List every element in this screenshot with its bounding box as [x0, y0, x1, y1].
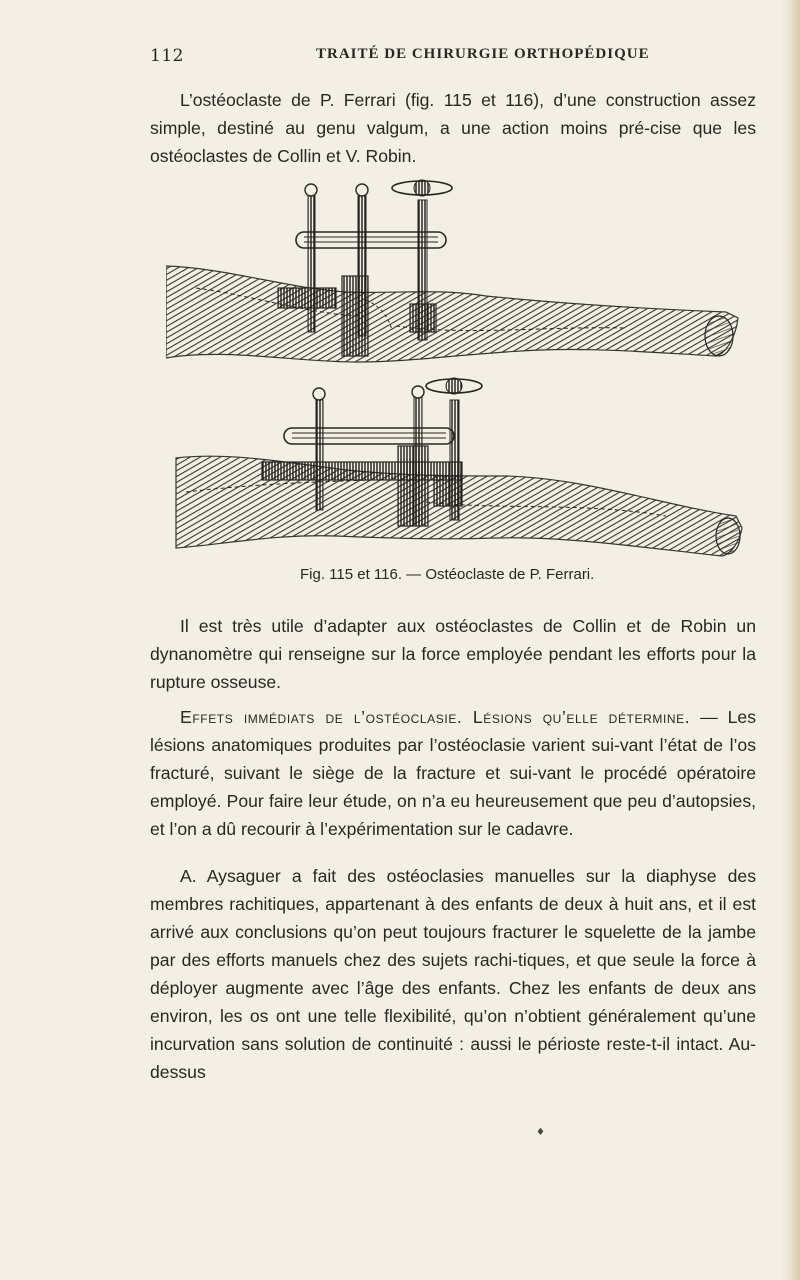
section-body: — Les lésions anatomiques produites par l’ostéoclasie varient sui-vant l’état de l’os fracturé, suivant le siège de la fracture et sui-vant le procédé opératoire employé. Pour faire leur étude, on n’a eu heureusement que peu d’autopsies, et l’on a dû recourir à l’expérimentation sur le cadavre. [150, 707, 756, 839]
page-header [150, 46, 710, 70]
section-effets-immediats [150, 703, 756, 843]
section-heading: Effets immédiats de l’ostéoclasie. Lésions qu’elle détermine. [180, 707, 691, 727]
paragraph-aysaguer: A. Aysaguer a fait des ostéoclasies manuelles sur la diaphyse des membres rachitiques, appartenant à des enfants de deux à huit ans, et il est arrivé aux conclusions qu’on peut toujours fracturer le squelette de la jambe par des efforts manuels chez des sujets rachi-tiques, et que seule la force à déployer augmente avec l’âge des enfants. Chez les enfants de deux ans environ, les os ont une telle flexibilité, qu’on n’obtient généralement qu’une incurvation sans solution de continuité : aussi le périoste reste-t-il intact. Au-dessus [150, 866, 756, 1082]
ink-speck-icon: ♦ [536, 1127, 545, 1138]
figure-caption: Fig. 115 et 116. — Ostéoclaste de P. Ferrari. [300, 566, 595, 583]
intro-paragraph: L’ostéoclaste de P. Ferrari (fig. 115 et 116), d’une construction assez simple, destiné au genu valgum, a une action moins pré-cise que les ostéoclastes de Collin et V. Robin. [150, 90, 756, 166]
running-title: TRAITÉ DE CHIRURGIE ORTHOPÉDIQUE [316, 46, 650, 62]
figure-116 [176, 378, 742, 556]
osteoclast-illustration [166, 176, 750, 566]
page-edge-shadow [782, 0, 800, 1280]
paragraph-dynamometer: Il est très utile d’adapter aux ostéoclastes de Collin et de Robin un dynanomètre qui renseigne sur la force employée pendant les efforts pour la rupture osseuse. [150, 616, 756, 692]
figure-osteoclast-ferrari [166, 176, 750, 584]
figure-115 [166, 180, 738, 362]
page-number: 112 [150, 46, 184, 66]
